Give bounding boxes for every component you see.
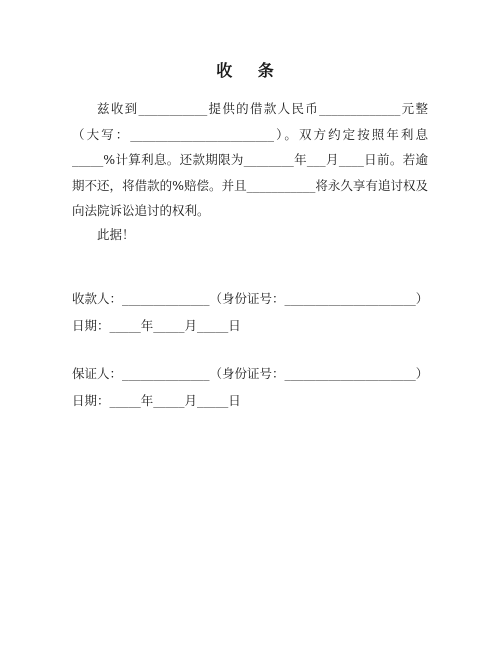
guarantor-date-line: 日期：_____年_____月_____日 xyxy=(72,393,241,408)
loan-terms-paragraph: 兹收到___________提供的借款人民币_____________元整（大写：_______________________）。双方约定按照年利息_____%计算利息。还款期限为________年___月____日前。若逾期不还，将借款的%赔偿。并且___________将永久享有追讨权及向法院诉讼追讨的权利。 xyxy=(72,101,428,218)
guarantor-signature-line: 保证人：______________（身份证号：_____________________） xyxy=(72,366,429,381)
document-title: 收 条 xyxy=(216,61,284,80)
receiver-date-line: 日期：_____年_____月_____日 xyxy=(72,318,241,333)
receiver-signature-line: 收款人：______________（身份证号：_____________________） xyxy=(72,291,429,306)
closing-statement: 此据！ xyxy=(97,227,135,242)
